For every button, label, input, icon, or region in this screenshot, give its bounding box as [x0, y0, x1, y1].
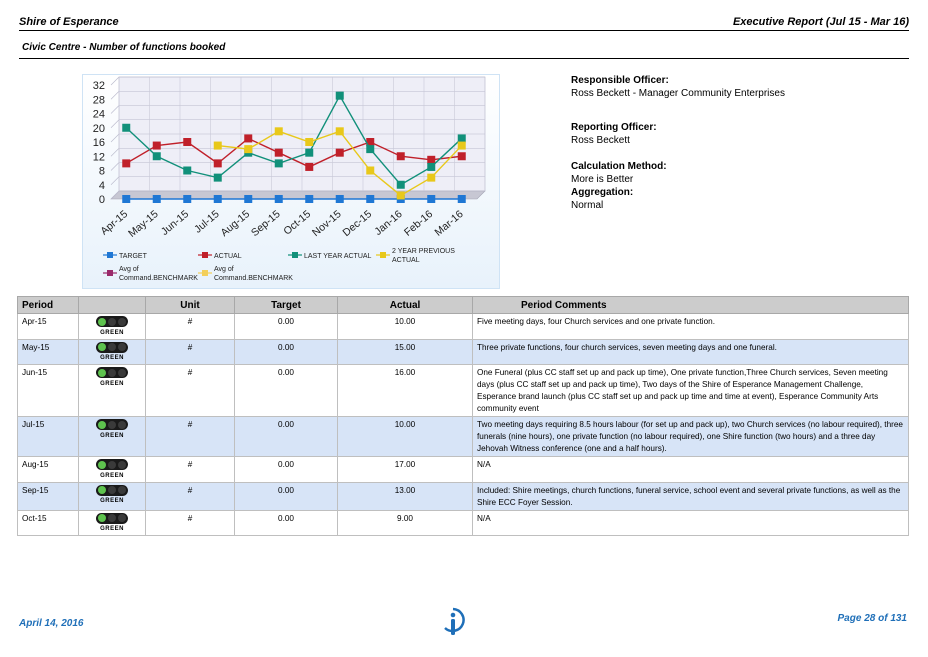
- x-tick-label: Jun-15: [158, 208, 192, 238]
- x-tick-label: Sep-15: [249, 208, 283, 240]
- x-tick-label: Feb-16: [401, 208, 436, 239]
- data-point: [183, 138, 191, 146]
- cell-status: [79, 314, 146, 340]
- data-point: [275, 195, 283, 203]
- cell-target: 0.00: [235, 339, 338, 365]
- status-label: GREEN: [100, 432, 124, 439]
- table-row: [18, 339, 909, 365]
- status-label: GREEN: [100, 355, 124, 361]
- status-label: GREEN: [100, 498, 124, 504]
- cell-actual: 15.00: [338, 339, 473, 365]
- cell-comment: Included: Shire meetings, church functions, funeral service, school event and several private functions, as well as the Shire ECC Foyer Session.: [473, 482, 909, 510]
- responsible-officer-label: Responsible Officer:: [571, 75, 669, 86]
- status-label: GREEN: [100, 526, 124, 532]
- gridline-depth: [111, 148, 119, 156]
- traffic-light-icon: [95, 459, 129, 480]
- legend-label: LAST YEAR ACTUAL: [304, 253, 372, 260]
- data-point: [458, 152, 466, 160]
- x-tick-label: Jan-16: [372, 208, 405, 238]
- data-point: [122, 159, 130, 167]
- data-point: [397, 181, 405, 189]
- data-point: [427, 156, 435, 164]
- cell-period: Oct-15: [18, 510, 79, 536]
- cell-unit: #: [146, 510, 235, 536]
- y-tick-label: 20: [92, 122, 105, 135]
- data-point: [244, 134, 252, 142]
- header-period: Period: [18, 297, 79, 314]
- data-point: [336, 195, 344, 203]
- info-i-icon: [441, 607, 465, 637]
- header-status: [79, 297, 146, 314]
- cell-actual: 13.00: [338, 482, 473, 510]
- data-point: [458, 134, 466, 142]
- cell-status: [79, 365, 146, 417]
- table-row: [18, 510, 909, 536]
- data-point: [305, 149, 313, 157]
- cell-status: [79, 417, 146, 457]
- y-tick-label: 28: [92, 94, 105, 107]
- status-label: GREEN: [100, 380, 124, 387]
- cell-status: [79, 482, 146, 510]
- data-point: [275, 159, 283, 167]
- cell-period: Sep-15: [18, 482, 79, 510]
- header-divider: [19, 30, 909, 31]
- traffic-light-icon: [95, 342, 129, 363]
- gridline-depth: [111, 91, 119, 99]
- x-tick-label: Mar-16: [432, 208, 466, 239]
- chart-canvas: [83, 75, 499, 288]
- header-target: Target: [235, 297, 338, 314]
- responsible-officer-value: Ross Beckett - Manager Community Enterprises: [571, 88, 785, 99]
- cell-period: Aug-15: [18, 457, 79, 483]
- y-tick-label: 8: [98, 165, 105, 178]
- page-subtitle: Civic Centre - Number of functions booked: [22, 42, 226, 53]
- legend-marker: [202, 270, 208, 276]
- x-tick-label: Apr-15: [98, 208, 131, 238]
- cell-unit: #: [146, 482, 235, 510]
- y-tick-label: 4: [98, 179, 105, 192]
- gridline-depth: [111, 106, 119, 114]
- reporting-officer-label: Reporting Officer:: [571, 122, 657, 133]
- traffic-light-icon: [95, 367, 129, 388]
- company-logo: [441, 607, 465, 642]
- data-point: [153, 195, 161, 203]
- organisation-name: Shire of Esperance: [19, 16, 119, 28]
- cell-actual: 10.00: [338, 314, 473, 340]
- aggregation-label: Aggregation:: [571, 187, 634, 198]
- data-point: [397, 191, 405, 199]
- data-point: [336, 92, 344, 100]
- header-comments: Period Comments: [473, 297, 909, 314]
- data-point: [305, 163, 313, 171]
- data-point: [183, 167, 191, 175]
- cell-actual: 16.00: [338, 365, 473, 417]
- legend-label: 2 YEAR PREVIOUS: [392, 248, 455, 255]
- cell-unit: #: [146, 457, 235, 483]
- x-tick-label: Oct-15: [281, 208, 314, 238]
- header-unit: Unit: [146, 297, 235, 314]
- cell-actual: 17.00: [338, 457, 473, 483]
- traffic-light-icon: [95, 316, 129, 337]
- cell-unit: #: [146, 339, 235, 365]
- data-point: [275, 127, 283, 135]
- cell-unit: #: [146, 365, 235, 417]
- data-point: [275, 149, 283, 157]
- cell-target: 0.00: [235, 417, 338, 457]
- aggregation: [571, 186, 633, 212]
- cell-actual: 10.00: [338, 417, 473, 457]
- data-point: [153, 152, 161, 160]
- x-tick-label: Dec-15: [340, 208, 375, 240]
- legend-label: TARGET: [119, 253, 147, 260]
- table-row: [18, 314, 909, 340]
- legend-marker: [107, 270, 113, 276]
- y-tick-label: 0: [98, 194, 105, 206]
- responsible-officer: [571, 74, 785, 100]
- cell-target: 0.00: [235, 482, 338, 510]
- data-point: [336, 127, 344, 135]
- x-tick-label: May-15: [126, 208, 161, 240]
- cell-comment: N/A: [473, 510, 909, 536]
- data-point: [427, 174, 435, 182]
- cell-target: 0.00: [235, 510, 338, 536]
- legend-label: Command.BENCHMARK: [214, 275, 293, 282]
- gridline-depth: [111, 77, 119, 85]
- table-row: [18, 457, 909, 483]
- table-row: [18, 365, 909, 417]
- traffic-light-icon: [95, 513, 129, 534]
- data-point: [458, 195, 466, 203]
- cell-comment: One Funeral (plus CC staff set up and pack up time), One private function,Three Church services, Seven meeting days (plus CC staff set up and pack up time), Two days of the Shire of Esperance Management Challenge, Esperance brand launch (plus CC staff set up and pack up time and time at event), Esperance Community Arts community event: [473, 365, 909, 417]
- data-point: [244, 145, 252, 153]
- calculation-method: [571, 160, 667, 186]
- y-tick-label: 32: [92, 80, 105, 92]
- legend-marker: [107, 252, 113, 258]
- legend-marker: [202, 252, 208, 258]
- line-chart: [82, 74, 500, 289]
- cell-status: [79, 457, 146, 483]
- cell-comment: N/A: [473, 457, 909, 483]
- data-point: [366, 167, 374, 175]
- report-title: Executive Report (Jul 15 - Mar 16): [732, 16, 909, 28]
- subtitle-divider: [19, 58, 909, 59]
- y-tick-label: 24: [92, 108, 105, 121]
- cell-unit: #: [146, 314, 235, 340]
- data-point: [214, 159, 222, 167]
- gridline-depth: [111, 120, 119, 128]
- traffic-light-icon: [95, 419, 129, 440]
- legend-label: Avg of: [214, 266, 234, 273]
- cell-target: 0.00: [235, 314, 338, 340]
- reporting-officer: [571, 121, 657, 147]
- page-number: Page 28 of 131: [837, 613, 907, 624]
- cell-target: 0.00: [235, 365, 338, 417]
- status-label: GREEN: [100, 329, 124, 336]
- cell-period: May-15: [18, 339, 79, 365]
- data-point: [336, 149, 344, 157]
- footer-date: April 14, 2016: [19, 618, 84, 629]
- x-tick-label: Nov-15: [310, 208, 344, 240]
- cell-target: 0.00: [235, 457, 338, 483]
- reporting-officer-value: Ross Beckett: [571, 135, 630, 146]
- calculation-method-label: Calculation Method:: [571, 161, 667, 172]
- data-point: [366, 195, 374, 203]
- data-point: [122, 124, 130, 132]
- legend-label: ACTUAL: [214, 253, 242, 260]
- data-point: [427, 163, 435, 171]
- cell-period: Jun-15: [18, 365, 79, 417]
- data-point: [305, 195, 313, 203]
- data-point: [458, 142, 466, 150]
- gridline-depth: [111, 134, 119, 142]
- calculation-method-value: More is Better: [571, 174, 634, 185]
- cell-status: [79, 339, 146, 365]
- cell-actual: 9.00: [338, 510, 473, 536]
- x-tick-label: Aug-15: [218, 208, 253, 240]
- table-header-row: [18, 297, 909, 314]
- gridline-depth: [111, 163, 119, 171]
- data-point: [427, 195, 435, 203]
- legend-marker: [380, 252, 386, 258]
- data-point: [214, 174, 222, 182]
- data-point: [122, 195, 130, 203]
- data-point: [183, 195, 191, 203]
- gridline-depth: [111, 177, 119, 185]
- x-tick-label: Jul-15: [192, 208, 222, 236]
- cell-comment: Two meeting days requiring 8.5 hours labour (for set up and pack up), two Church services (no labour required), three funerals (nine hours), one private function (no labour required), one Shire function (two hours) and a three day Jehovah Witness conference (one and a half hours).: [473, 417, 909, 457]
- cell-status: [79, 510, 146, 536]
- data-point: [305, 138, 313, 146]
- table-row: [18, 417, 909, 457]
- results-table: [17, 296, 909, 536]
- y-tick-label: 12: [92, 151, 105, 164]
- cell-period: Jul-15: [18, 417, 79, 457]
- data-point: [244, 195, 252, 203]
- legend-marker: [292, 252, 298, 258]
- cell-comment: Three private functions, four church services, seven meeting days and one funeral.: [473, 339, 909, 365]
- cell-period: Apr-15: [18, 314, 79, 340]
- data-point: [366, 145, 374, 153]
- cell-comment: Five meeting days, four Church services and one private function.: [473, 314, 909, 340]
- data-point: [214, 142, 222, 150]
- cell-unit: #: [146, 417, 235, 457]
- status-label: GREEN: [100, 472, 124, 479]
- y-tick-label: 16: [92, 137, 105, 149]
- data-point: [153, 142, 161, 150]
- data-point: [397, 152, 405, 160]
- legend-label: ACTUAL: [392, 257, 420, 264]
- data-point: [214, 195, 222, 203]
- legend-label: Command.BENCHMARK: [119, 275, 198, 282]
- aggregation-value: Normal: [571, 200, 604, 211]
- header-actual: Actual: [338, 297, 473, 314]
- traffic-light-icon: [95, 485, 129, 506]
- table-row: [18, 482, 909, 510]
- legend-label: Avg of: [119, 266, 139, 273]
